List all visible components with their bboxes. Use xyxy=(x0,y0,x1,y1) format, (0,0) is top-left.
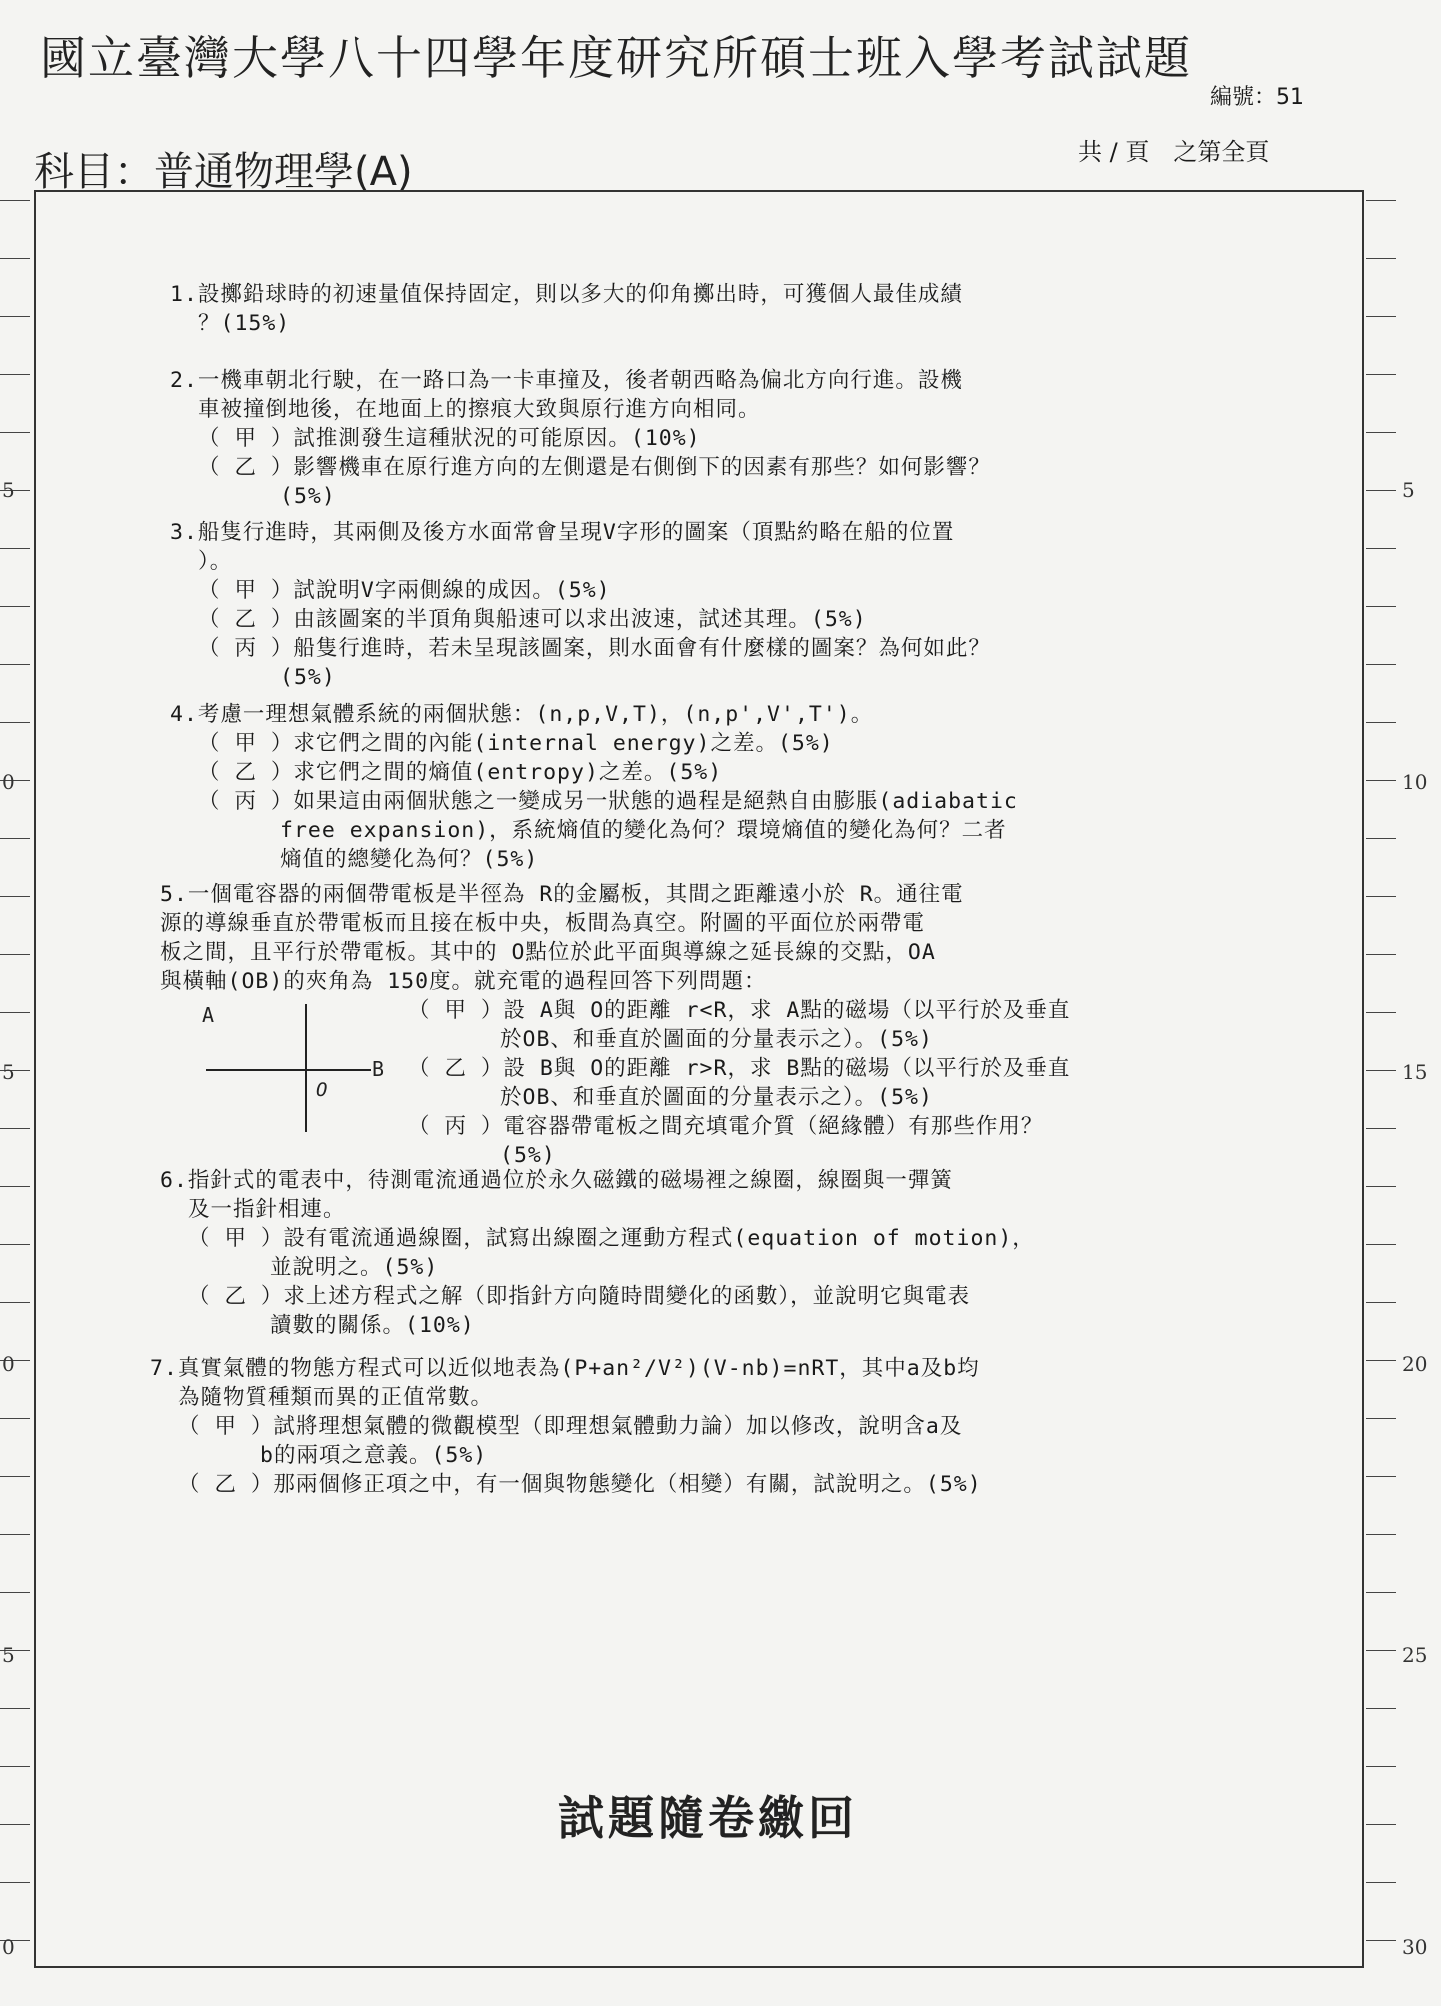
question-line: 為隨物質種類而異的正值常數。 xyxy=(178,1385,494,1410)
question-line: （ 甲 ）試說明V字兩側線的成因。(5%) xyxy=(198,578,611,603)
right-margin-number: 25 xyxy=(1402,1643,1428,1667)
margin-tick xyxy=(1366,1766,1396,1767)
return-paper-stamp: 試題隨卷繳回 xyxy=(558,1791,858,1845)
question-line: (5%) xyxy=(280,484,336,509)
margin-tick xyxy=(1366,1708,1396,1709)
question-line: 讀數的關係。(10%) xyxy=(270,1313,475,1338)
margin-tick xyxy=(0,1766,30,1767)
question-line: （ 甲 ）設 A與 O的距離 r<R，求 A點的磁場（以平行於及垂直 xyxy=(408,998,1071,1023)
question-line: 及一指針相連。 xyxy=(188,1197,346,1222)
question-line: ？(15%) xyxy=(198,311,291,336)
margin-tick xyxy=(0,1708,30,1709)
margin-tick xyxy=(0,1418,30,1419)
question-line: （ 甲 ）設有電流通過線圈，試寫出線圈之運動方程式(equation of motion)， xyxy=(188,1226,1035,1251)
question-line: (5%) xyxy=(500,1143,556,1168)
margin-tick xyxy=(1366,1418,1396,1419)
margin-tick xyxy=(1366,200,1396,201)
question-line: （ 丙 ）電容器帶電板之間充填電介質（絕緣體）有那些作用？ xyxy=(408,1114,1044,1139)
question-7 xyxy=(150,1354,982,1499)
margin-tick xyxy=(0,1128,30,1129)
margin-tick xyxy=(0,1824,30,1825)
margin-tick xyxy=(1366,374,1396,375)
label-b: B xyxy=(372,1057,385,1081)
question-line: （ 乙 ）由該圖案的半頂角與船速可以求出波速，試述其理。(5%) xyxy=(198,607,867,632)
margin-tick xyxy=(0,1534,30,1535)
question-line: （ 乙 ）那兩個修正項之中，有一個與物態變化（相變）有關，試說明之。(5%) xyxy=(178,1472,982,1497)
label-a: A xyxy=(202,1003,215,1027)
margin-tick xyxy=(1366,1128,1396,1129)
margin-tick xyxy=(1366,490,1396,491)
margin-tick xyxy=(0,200,30,201)
left-margin-number: 0 xyxy=(2,1935,15,1959)
margin-tick xyxy=(1366,316,1396,317)
question-line: （ 甲 ）試將理想氣體的微觀模型（即理想氣體動力論）加以修改，說明含a及 xyxy=(178,1414,963,1439)
question-line: 6.指針式的電表中，待測電流通過位於永久磁鐵的磁場裡之線圈，線圈與一彈簧 xyxy=(160,1168,953,1193)
question-2 xyxy=(170,366,991,511)
margin-tick xyxy=(1366,1476,1396,1477)
margin-tick xyxy=(1366,838,1396,839)
margin-tick xyxy=(1366,1070,1396,1071)
label-o: O xyxy=(316,1079,328,1101)
margin-tick xyxy=(0,548,30,549)
margin-tick xyxy=(1366,432,1396,433)
margin-tick xyxy=(0,722,30,723)
margin-tick xyxy=(0,1882,30,1883)
margin-tick xyxy=(1366,1186,1396,1187)
margin-tick xyxy=(1366,1244,1396,1245)
margin-tick xyxy=(1366,548,1396,549)
exam-title: 國立臺灣大學八十四學年度研究所碩士班入學考試試題 xyxy=(40,31,1192,85)
left-margin-number: 0 xyxy=(2,770,15,794)
question-line: 4.考慮一理想氣體系統的兩個狀態：(n,p,V,T)，(n,p',V',T')。 xyxy=(170,702,874,727)
question-line: （ 乙 ）求它們之間的熵值(entropy)之差。(5%) xyxy=(198,760,723,785)
margin-tick xyxy=(1366,722,1396,723)
margin-tick xyxy=(1366,1592,1396,1593)
question-line: （ 乙 ）求上述方程式之解（即指針方向隨時間變化的函數），並說明它與電表 xyxy=(188,1284,971,1309)
question-line: 5.一個電容器的兩個帶電板是半徑為 R的金屬板，其間之距離遠小於 R。通往電 xyxy=(160,882,964,907)
question-line: 2.一機車朝北行駛，在一路口為一卡車撞及，後者朝西略為偏北方向行進。設機 xyxy=(170,368,963,393)
margin-tick xyxy=(1366,606,1396,607)
margin-tick xyxy=(0,954,30,955)
capacitor-diagram xyxy=(196,998,386,1138)
question-line: （ 丙 ）船隻行進時，若未呈現該圖案，則水面會有什麼樣的圖案？為何如此？ xyxy=(198,636,991,661)
question-line: （ 甲 ）試推測發生這種狀況的可能原因。(10%) xyxy=(198,426,701,451)
question-line: 7.真實氣體的物態方程式可以近似地表為(P+an²/V²)(V-nb)=nRT，其中a及b均 xyxy=(150,1356,980,1381)
left-margin-number: 5 xyxy=(2,1643,15,1667)
margin-tick xyxy=(1366,1650,1396,1651)
margin-tick xyxy=(1366,1534,1396,1535)
question-4 xyxy=(170,700,1018,874)
right-margin-number: 30 xyxy=(1402,1935,1428,1959)
question-line: 車被撞倒地後，在地面上的擦痕大致與原行進方向相同。 xyxy=(198,397,761,422)
margin-tick xyxy=(1366,1940,1396,1941)
question-line: 於OB、和垂直於圖面的分量表示之）。(5%) xyxy=(500,1027,933,1052)
margin-tick xyxy=(0,316,30,317)
question-line: 與橫軸(OB)的夾角為 150度。就充電的過程回答下列問題： xyxy=(160,969,767,994)
question-line: （ 乙 ）影響機車在原行進方向的左側還是右側倒下的因素有那些？如何影響？ xyxy=(198,455,991,480)
margin-tick xyxy=(1366,664,1396,665)
page-info: 共 / 頁 之第全頁 xyxy=(1078,138,1270,166)
right-margin-number: 15 xyxy=(1402,1060,1428,1084)
question-line: free expansion)，系統熵值的變化為何？環境熵值的變化為何？二者 xyxy=(280,818,1007,843)
right-margin-number: 10 xyxy=(1402,770,1428,794)
margin-tick xyxy=(0,1186,30,1187)
question-line: 熵值的總變化為何？(5%) xyxy=(280,847,539,872)
margin-tick xyxy=(1366,1360,1396,1361)
margin-tick xyxy=(0,896,30,897)
question-6 xyxy=(160,1166,1035,1340)
left-margin-number: 0 xyxy=(2,1352,15,1376)
left-margin-number: 5 xyxy=(2,1060,15,1084)
question-line: (5%) xyxy=(280,665,336,690)
margin-tick xyxy=(0,1012,30,1013)
margin-tick xyxy=(1366,1302,1396,1303)
question-line: b的兩項之意義。(5%) xyxy=(260,1443,488,1468)
question-line: 板之間，且平行於帶電板。其中的 O點位於此平面與導線之延長線的交點，OA xyxy=(160,940,936,965)
subject-label: 科目：普通物理學(A) xyxy=(34,149,413,195)
question-line: 並說明之。(5%) xyxy=(270,1255,439,1280)
question-line: （ 乙 ）設 B與 O的距離 r>R，求 B點的磁場（以平行於及垂直 xyxy=(408,1056,1071,1081)
margin-tick xyxy=(0,838,30,839)
margin-tick xyxy=(1366,896,1396,897)
question-line: ）。 xyxy=(198,549,233,574)
question-line: 3.船隻行進時，其兩側及後方水面常會呈現V字形的圖案（頂點約略在船的位置 xyxy=(170,520,955,545)
margin-tick xyxy=(1366,1882,1396,1883)
question-line: 源的導線垂直於帶電板而且接在板中央，板間為真空。附圖的平面位於兩帶電 xyxy=(160,911,926,936)
right-margin-number: 5 xyxy=(1402,478,1415,502)
question-line: 1.設擲鉛球時的初速量值保持固定，則以多大的仰角擲出時，可獲個人最佳成績 xyxy=(170,282,963,307)
question-3 xyxy=(170,518,991,692)
right-margin-number: 20 xyxy=(1402,1352,1428,1376)
margin-tick xyxy=(0,664,30,665)
serial-number: 編號：51 xyxy=(1210,85,1304,110)
margin-tick xyxy=(0,1592,30,1593)
margin-tick xyxy=(1366,1824,1396,1825)
margin-tick xyxy=(1366,780,1396,781)
margin-tick xyxy=(0,1244,30,1245)
margin-tick xyxy=(0,258,30,259)
question-line: （ 丙 ）如果這由兩個狀態之一變成另一狀態的過程是絕熱自由膨脹(adiabatic xyxy=(198,789,1018,814)
margin-tick xyxy=(0,374,30,375)
margin-tick xyxy=(0,606,30,607)
margin-tick xyxy=(1366,1012,1396,1013)
margin-tick xyxy=(1366,954,1396,955)
left-margin-number: 5 xyxy=(2,478,15,502)
margin-tick xyxy=(0,1302,30,1303)
question-line: （ 甲 ）求它們之間的內能(internal energy)之差。(5%) xyxy=(198,731,834,756)
margin-tick xyxy=(0,1476,30,1477)
margin-tick xyxy=(1366,258,1396,259)
question-1 xyxy=(170,280,963,338)
margin-tick xyxy=(0,432,30,433)
question-line: 於OB、和垂直於圖面的分量表示之）。(5%) xyxy=(500,1085,933,1110)
